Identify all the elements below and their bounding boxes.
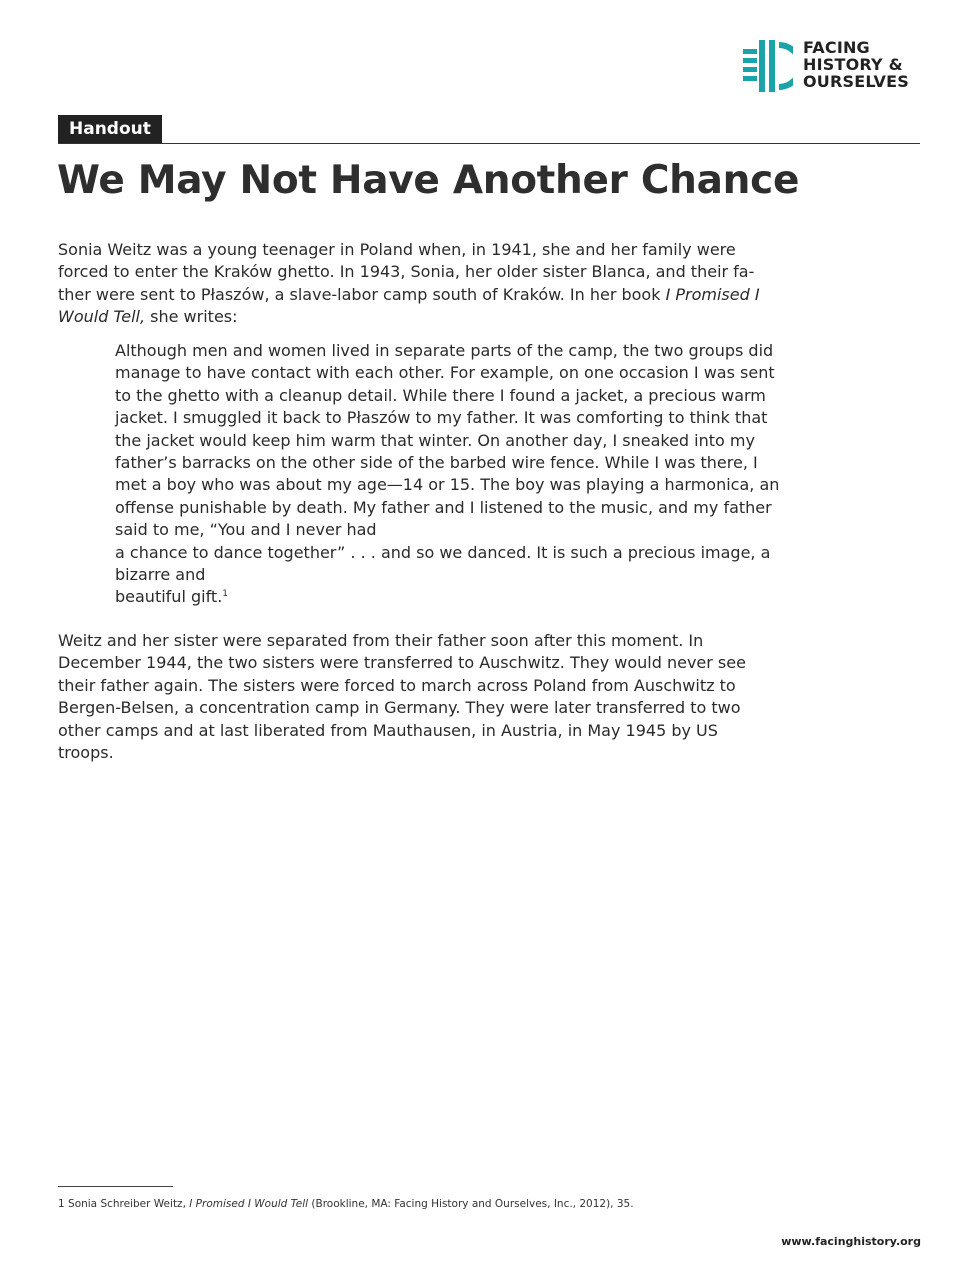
quote-text: beautiful gift. xyxy=(115,587,223,607)
book-title: Would Tell, xyxy=(58,307,146,327)
quote-line: said to me, “You and I never had xyxy=(115,520,377,540)
header-divider xyxy=(58,143,920,144)
quote-line: met a boy who was about my age—14 or 15. The boy was playing a harmonica, an xyxy=(115,475,780,495)
website-link[interactable]: www.facinghistory.org xyxy=(781,1235,921,1248)
intro-paragraph xyxy=(58,239,788,329)
quote-line: offense punishable by death. My father and I listened to the music, and my father xyxy=(115,497,772,517)
footnote-author: Sonia Schreiber Weitz, xyxy=(64,1198,190,1210)
quote-line: father’s barracks on the other side of the barbed wire fence. While I was there, I xyxy=(115,453,758,473)
logo-wordmark xyxy=(803,39,909,90)
footnote xyxy=(58,1196,634,1212)
outro-line: Bergen-Belsen, a concentration camp in Germany. They were later transferred to two xyxy=(58,698,741,718)
intro-line: Sonia Weitz was a young teenager in Poland when, in 1941, she and her family were xyxy=(58,240,736,259)
quote-line: manage to have contact with each other. For example, on one occasion I was sent xyxy=(115,363,775,383)
outro-paragraph xyxy=(58,630,778,764)
quote-line: Although men and women lived in separate parts of the camp, the two groups did xyxy=(115,341,774,360)
quote-line xyxy=(115,586,805,608)
quote-line: a chance to dance together” . . . and so we danced. It is such a precious image, a xyxy=(115,542,771,562)
quote-line: jacket. I smuggled it back to Płaszów to my father. It was comforting to think that xyxy=(115,408,768,428)
logo-line-2: HISTORY & xyxy=(803,55,903,74)
logo-line-3: OURSELVES xyxy=(803,72,909,91)
outro-line: December 1944, the two sisters were transferred to Auschwitz. They would never see xyxy=(58,653,746,673)
quote-line: bizarre and xyxy=(115,565,206,585)
quote-line: to the ghetto with a cleanup detail. While there I found a jacket, a precious warm xyxy=(115,385,766,405)
outro-line: other camps and at last liberated from Mauthausen, in Austria, in May 1945 by US xyxy=(58,720,718,740)
facing-history-logo xyxy=(743,38,923,94)
quote-block xyxy=(115,340,805,609)
intro-line xyxy=(58,284,788,306)
footnote-reference[interactable]: 1 xyxy=(222,589,229,600)
outro-line: Weitz and her sister were separated from their father soon after this moment. In xyxy=(58,631,704,650)
outro-line: troops. xyxy=(58,743,114,763)
outro-line: their father again. The sisters were forced to march across Poland from Auschwitz to xyxy=(58,675,736,695)
footnote-number: 1 xyxy=(58,1198,65,1210)
intro-text: ther were sent to Płaszów, a slave-labor camp south of Kraków. In her book xyxy=(58,284,666,304)
page-title: We May Not Have Another Chance xyxy=(57,158,800,203)
intro-line xyxy=(58,306,788,328)
intro-text: she writes: xyxy=(145,307,238,327)
logo-mark-icon xyxy=(743,38,793,94)
handout-badge: Handout xyxy=(58,115,162,144)
book-title: I Promised I xyxy=(665,284,760,304)
footnote-book-title: I Promised I Would Tell xyxy=(189,1198,309,1210)
logo-line-1: FACING xyxy=(803,38,870,57)
footnote-details: (Brookline, MA: Facing History and Ourselves, Inc., 2012), 35. xyxy=(308,1198,634,1210)
intro-line: forced to enter the Kraków ghetto. In 1943, Sonia, her older sister Blanca, and their fa- xyxy=(58,262,755,282)
footnote-divider xyxy=(58,1186,173,1187)
quote-line: the jacket would keep him warm that winter. On another day, I sneaked into my xyxy=(115,430,755,450)
